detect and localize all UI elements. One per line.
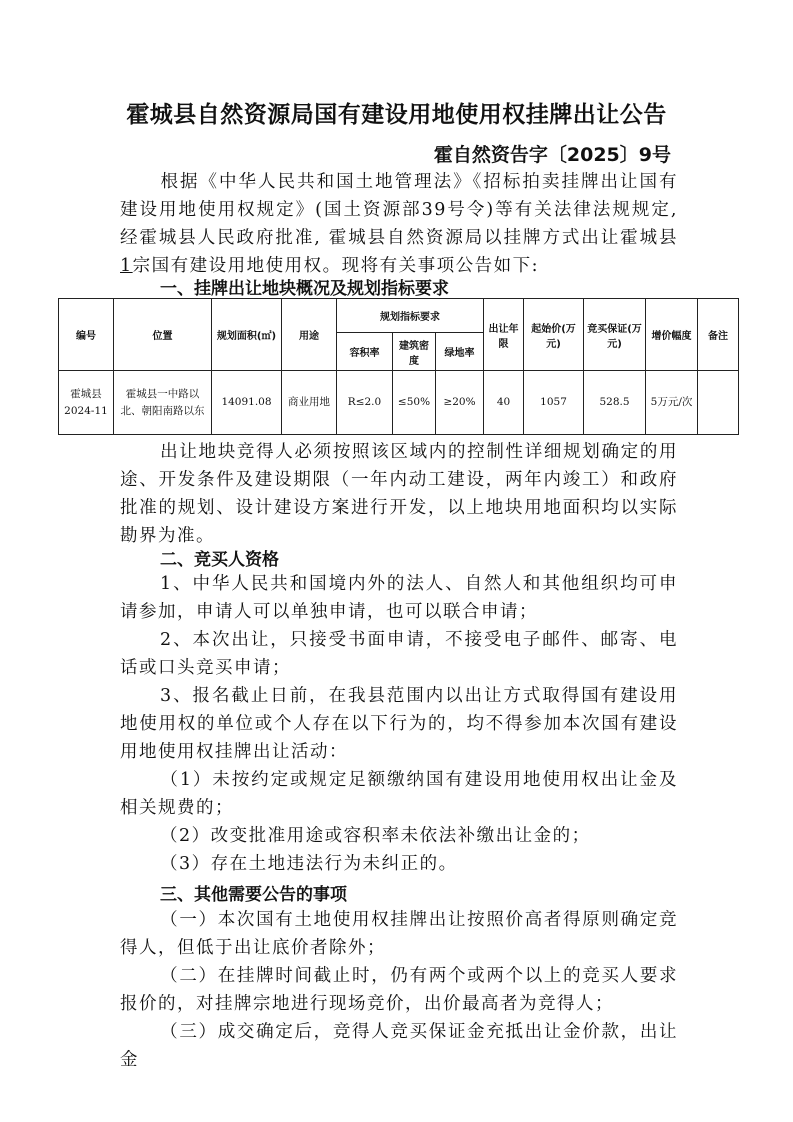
other-item-3 — [120, 1018, 678, 1074]
land-parcel-table — [58, 298, 739, 435]
cell-area: 14091.08 — [212, 371, 282, 435]
col-header-density: 建筑密度 — [393, 333, 436, 371]
qualification-item-1 — [120, 570, 678, 626]
col-header-far: 容积率 — [337, 333, 393, 371]
qualification-item-2 — [120, 626, 678, 682]
qualification-subitem-3 — [120, 850, 678, 878]
col-header-plan-group: 规划指标要求 — [337, 299, 484, 333]
section-heading-3: 三、其他需要公告的事项 — [160, 885, 347, 905]
document-number: 霍自然资告字〔2025〕9号 — [433, 144, 671, 166]
col-header-increment: 增价幅度 — [646, 299, 698, 371]
qualification-text-2: 2、本次出让，只接受书面申请，不接受电子邮件、邮寄、电话或口头竞买申请； — [120, 630, 678, 678]
intro-text-1: 根据《中华人民共和国土地管理法》《招标拍卖挂牌出让国有建设用地使用权规定》(国土资源部39号令)等有关法律法规规定, 经霍城县人民政府批准, 霍城县自然资源局以挂牌方式出让霍城县 — [120, 172, 678, 248]
col-header-no: 编号 — [59, 299, 114, 371]
cell-remark — [698, 371, 739, 435]
cell-location: 霍城县一中路以北、朝阳南路以东 — [114, 371, 212, 435]
intro-text-2: 宗国有建设用地使用权。现将有关事项公告如下: — [132, 256, 540, 276]
qualification-subtext-1: （1）未按约定或规定足额缴纳国有建设用地使用权出让金及相关规费的； — [120, 770, 678, 818]
cell-start-price: 1057 — [524, 371, 584, 435]
other-text-3: （三）成交确定后，竞得人竞买保证金充抵出让金价款，出让金 — [120, 1022, 678, 1070]
qualification-subitem-1 — [120, 766, 678, 822]
document-title: 霍城县自然资源局国有建设用地使用权挂牌出让公告 — [126, 102, 667, 128]
table-row — [59, 371, 739, 435]
col-header-location: 位置 — [114, 299, 212, 371]
post-table-paragraph — [120, 438, 678, 550]
qualification-item-3 — [120, 682, 678, 766]
qualification-subtext-2: （2）改变批准用途或容积率未依法补缴出让金的； — [160, 826, 591, 846]
qualification-subitem-2 — [120, 822, 678, 850]
cell-use: 商业用地 — [282, 371, 337, 435]
post-table-text: 出让地块竞得人必须按照该区域内的控制性详细规划确定的用途、开发条件及建设期限（一年内动工建设，两年内竣工）和政府批准的规划、设计建设方案进行开发，以上地块用地面积均以实际勘界为准。 — [120, 442, 678, 546]
other-text-1: （一）本次国有土地使用权挂牌出让按照价高者得原则确定竞得人，但低于出让底价者除外； — [120, 910, 678, 958]
cell-term: 40 — [484, 371, 524, 435]
cell-deposit: 528.5 — [584, 371, 646, 435]
col-header-use: 用途 — [282, 299, 337, 371]
col-header-start-price: 起始价(万元) — [524, 299, 584, 371]
qualification-text-1: 1、中华人民共和国境内外的法人、自然人和其他组织均可申请参加，申请人可以单独申请，也可以联合申请； — [120, 574, 678, 622]
cell-green: ≥20% — [436, 371, 484, 435]
other-item-1 — [120, 906, 678, 962]
col-header-term: 出让年限 — [484, 299, 524, 371]
col-header-area: 规划面积(㎡) — [212, 299, 282, 371]
section-heading-2: 二、竞买人资格 — [160, 550, 279, 570]
parcel-count: 1 — [120, 256, 133, 276]
col-header-deposit: 竞买保证(万元) — [584, 299, 646, 371]
other-item-2 — [120, 962, 678, 1018]
cell-no: 霍城县2024-11 — [59, 371, 114, 435]
qualification-text-3: 3、报名截止日前，在我县范围内以出让方式取得国有建设用地使用权的单位或个人存在以下行为的，均不得参加本次国有建设用地使用权挂牌出让活动： — [120, 686, 678, 762]
table-header-row — [59, 299, 739, 333]
col-header-green: 绿地率 — [436, 333, 484, 371]
qualification-subtext-3: （3）存在土地违法行为未纠正的。 — [160, 854, 458, 874]
cell-far: R≤2.0 — [337, 371, 393, 435]
cell-density: ≤50% — [393, 371, 436, 435]
cell-increment: 5万元/次 — [646, 371, 698, 435]
intro-paragraph — [120, 168, 678, 280]
col-header-remark: 备注 — [698, 299, 739, 371]
other-text-2: （二）在挂牌时间截止时，仍有两个或两个以上的竞买人要求报价的，对挂牌宗地进行现场竞价，出价最高者为竞得人； — [120, 966, 678, 1014]
section-heading-1: 一、挂牌出让地块概况及规划指标要求 — [160, 279, 449, 299]
